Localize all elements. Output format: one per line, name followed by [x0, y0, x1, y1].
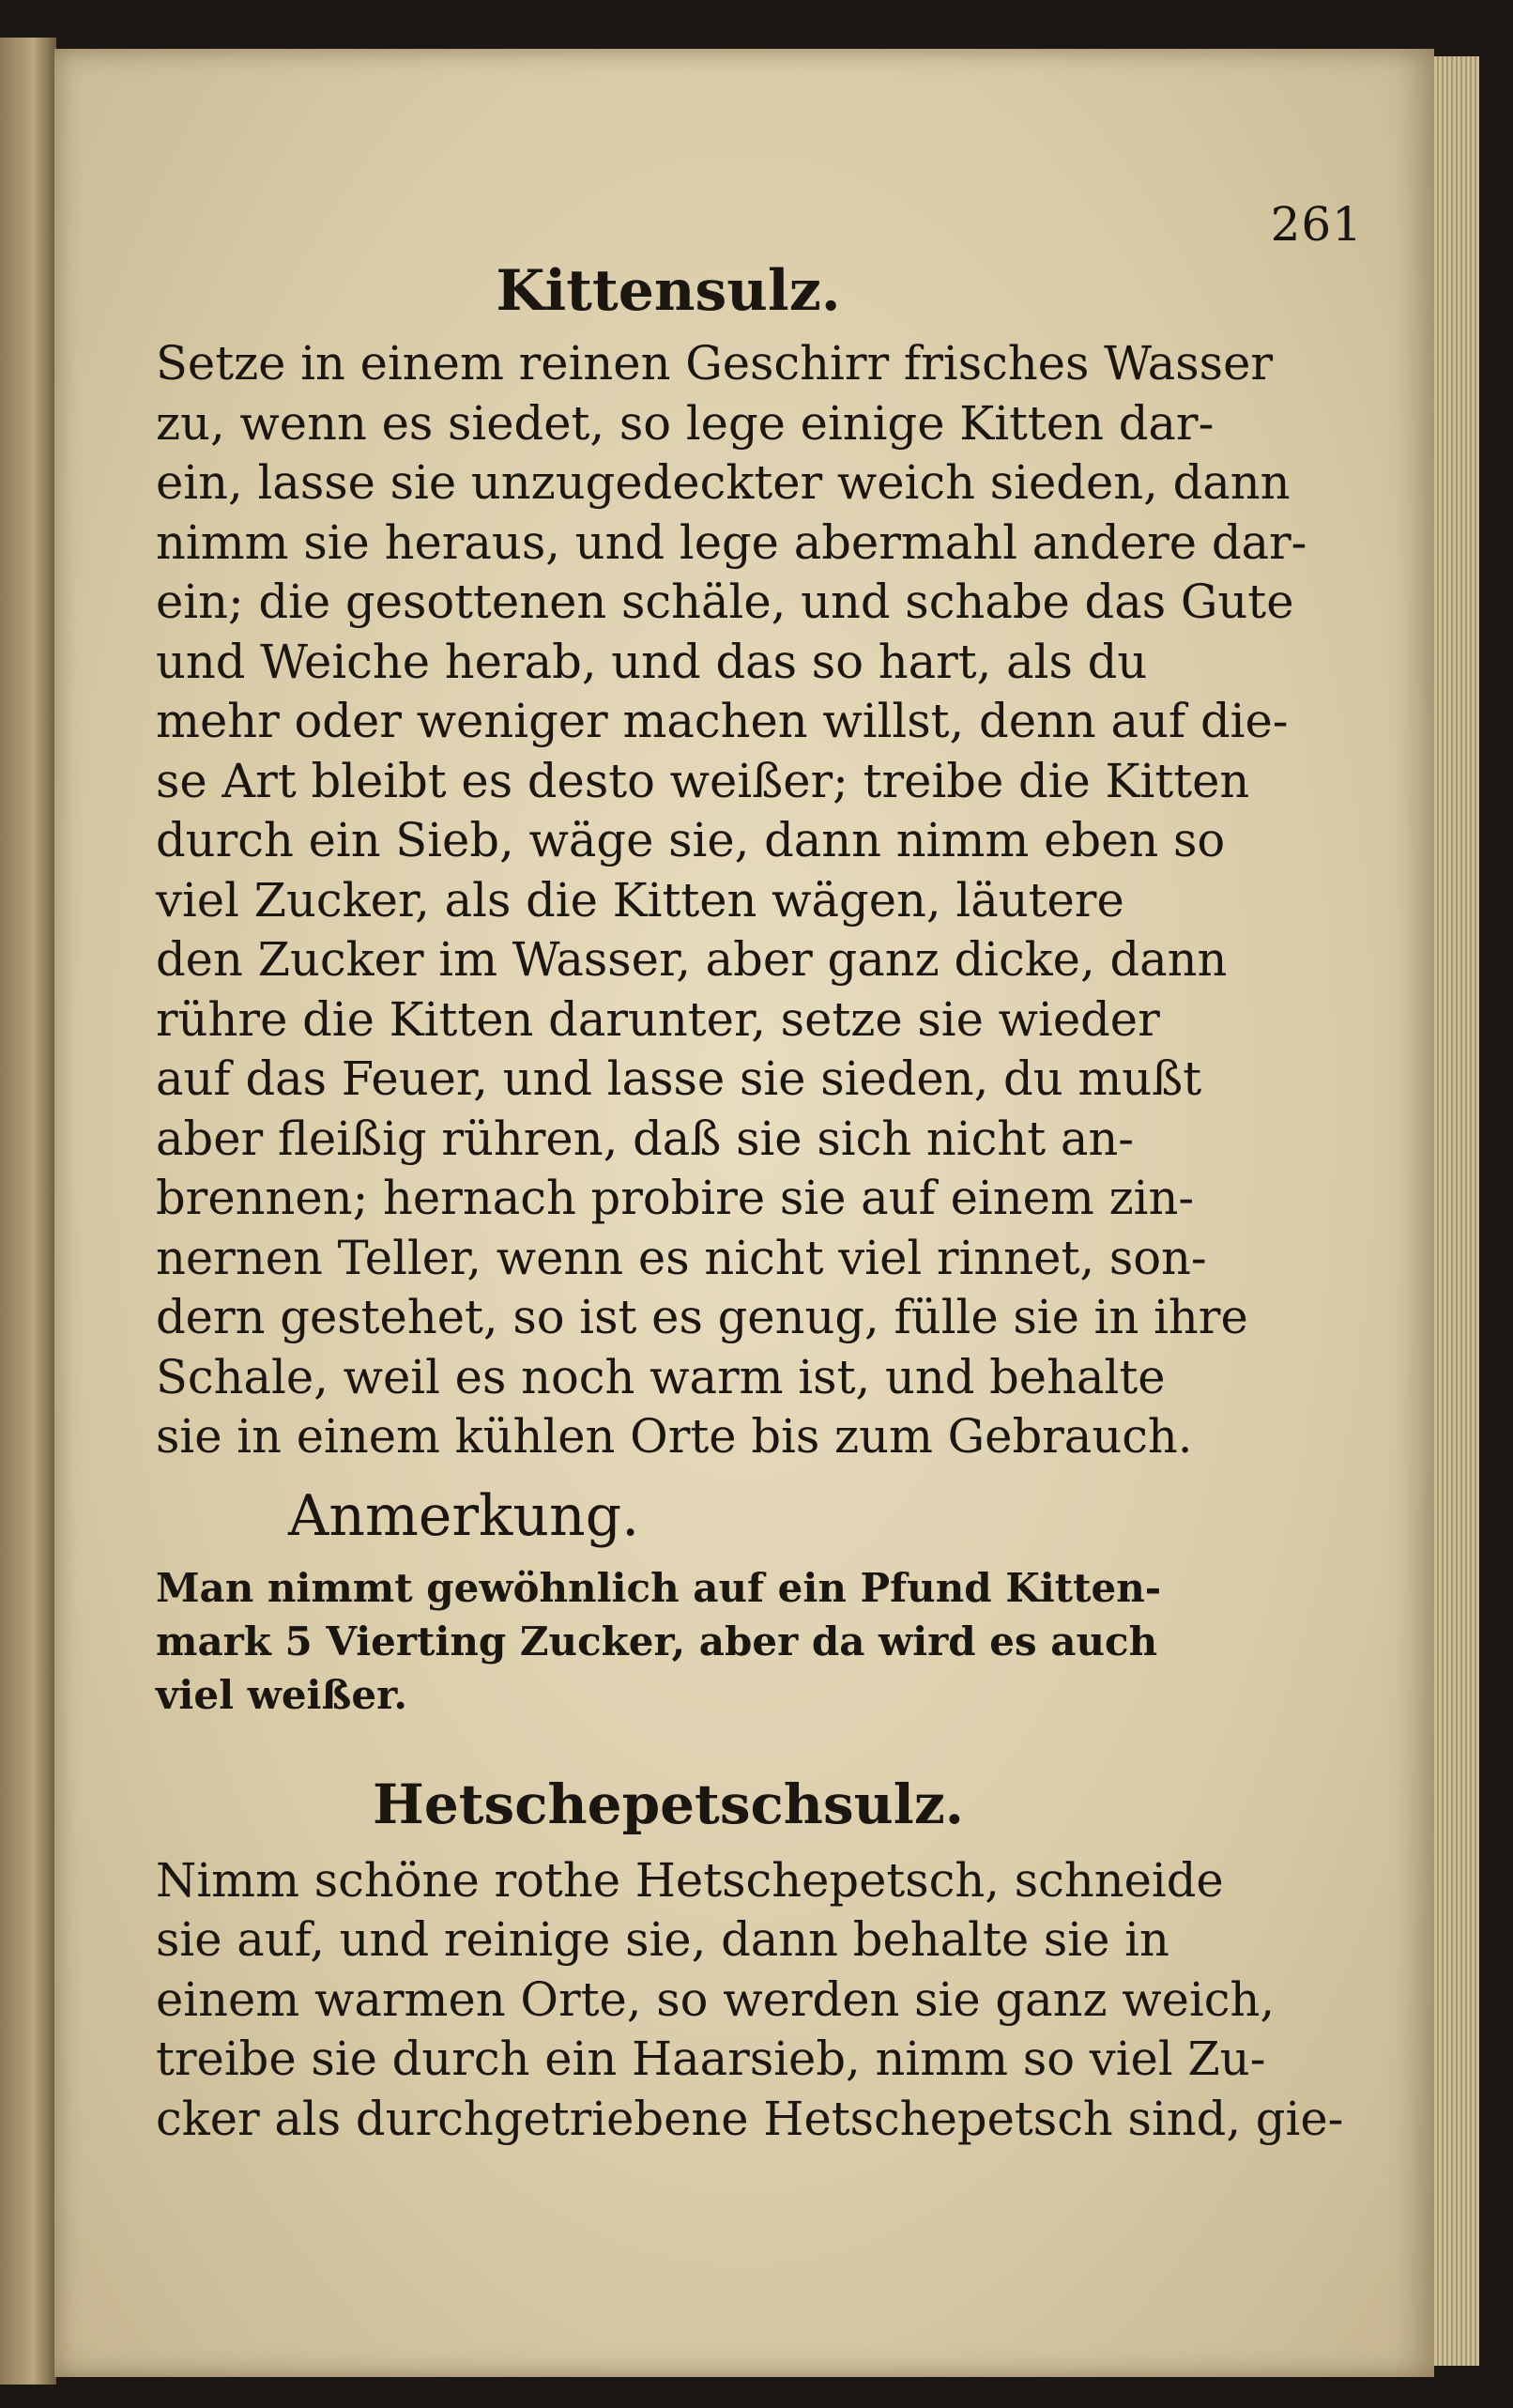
note-line: viel weißer. [156, 1671, 408, 1718]
text-line: rühre die Kitten darunter, setze sie wieder [156, 991, 1160, 1047]
text-line: se Art bleibt es desto weißer; treibe die Kitten [156, 753, 1250, 808]
text-line: Schale, weil es noch warm ist, und behalte [156, 1349, 1166, 1404]
text-line: Nimm schöne rothe Hetschepetsch, schneide [156, 1852, 1224, 1908]
recipe-title-hetschepetschsulz: Hetschepetschsulz. [373, 1771, 964, 1836]
note-title: Anmerkung. [288, 1482, 640, 1549]
text-line: nernen Teller, wenn es nicht viel rinnet, son- [156, 1230, 1207, 1285]
text-line: viel Zucker, als die Kitten wägen, läutere [156, 872, 1124, 928]
text-line: dern gestehet, so ist es genug, fülle sie in ihre [156, 1290, 1248, 1344]
text-line: und Weiche herab, und das so hart, als du [156, 634, 1148, 689]
text-line: sie in einem kühlen Orte bis zum Gebrauch. [156, 1409, 1193, 1464]
text-line: einem warmen Orte, so werden sie ganz weich, [156, 1971, 1276, 2027]
text-line: mehr oder weniger machen willst, denn auf die- [156, 694, 1289, 748]
text-block [124, 253, 1344, 2149]
note-line: mark 5 Vierting Zucker, aber da wird es auch [156, 1618, 1158, 1664]
text-line: nimm sie heraus, und lege abermahl andere dar- [156, 514, 1307, 570]
recipe-body-kittensulz [124, 334, 1307, 1467]
text-line: auf das Feuer, und lasse sie sieden, du mußt [156, 1051, 1202, 1106]
text-line: sie auf, und reinige sie, dann behalte sie in [156, 1912, 1169, 1967]
text-line: brennen; hernach probire sie auf einem zin- [156, 1171, 1195, 1225]
text-line: zu, wenn es siedet, so lege einige Kitten dar- [156, 395, 1215, 451]
text-line: cker als durchgetriebene Hetschepetsch sind, gie- [156, 2091, 1344, 2146]
text-line: treibe sie durch ein Haarsieb, nimm so viel Zu- [156, 2032, 1266, 2086]
recipe-title-kittensulz: Kittensulz. [496, 258, 841, 324]
text-line: durch ein Sieb, wäge sie, dann nimm eben so [156, 813, 1226, 867]
text-line: ein; die gesottenen schäle, und schabe das Gute [156, 575, 1294, 629]
page-number: 261 [1270, 197, 1363, 252]
text-line: Setze in einem reinen Geschirr frisches Wasser [156, 336, 1274, 391]
text-line: den Zucker im Wasser, aber ganz dicke, dann [156, 932, 1228, 987]
note-line: Man nimmt gewöhnlich auf ein Pfund Kitten- [156, 1564, 1162, 1611]
note-body [124, 1561, 1213, 1722]
page-stack-edge [1434, 56, 1479, 2366]
text-line: ein, lasse sie unzugedeckter weich sieden, dann [156, 455, 1291, 510]
recipe-body-hetschepetschsulz [124, 1851, 1344, 2150]
text-line: aber fleißig rühren, daß sie sich nicht an- [156, 1111, 1134, 1166]
left-page-edge [0, 38, 56, 2385]
